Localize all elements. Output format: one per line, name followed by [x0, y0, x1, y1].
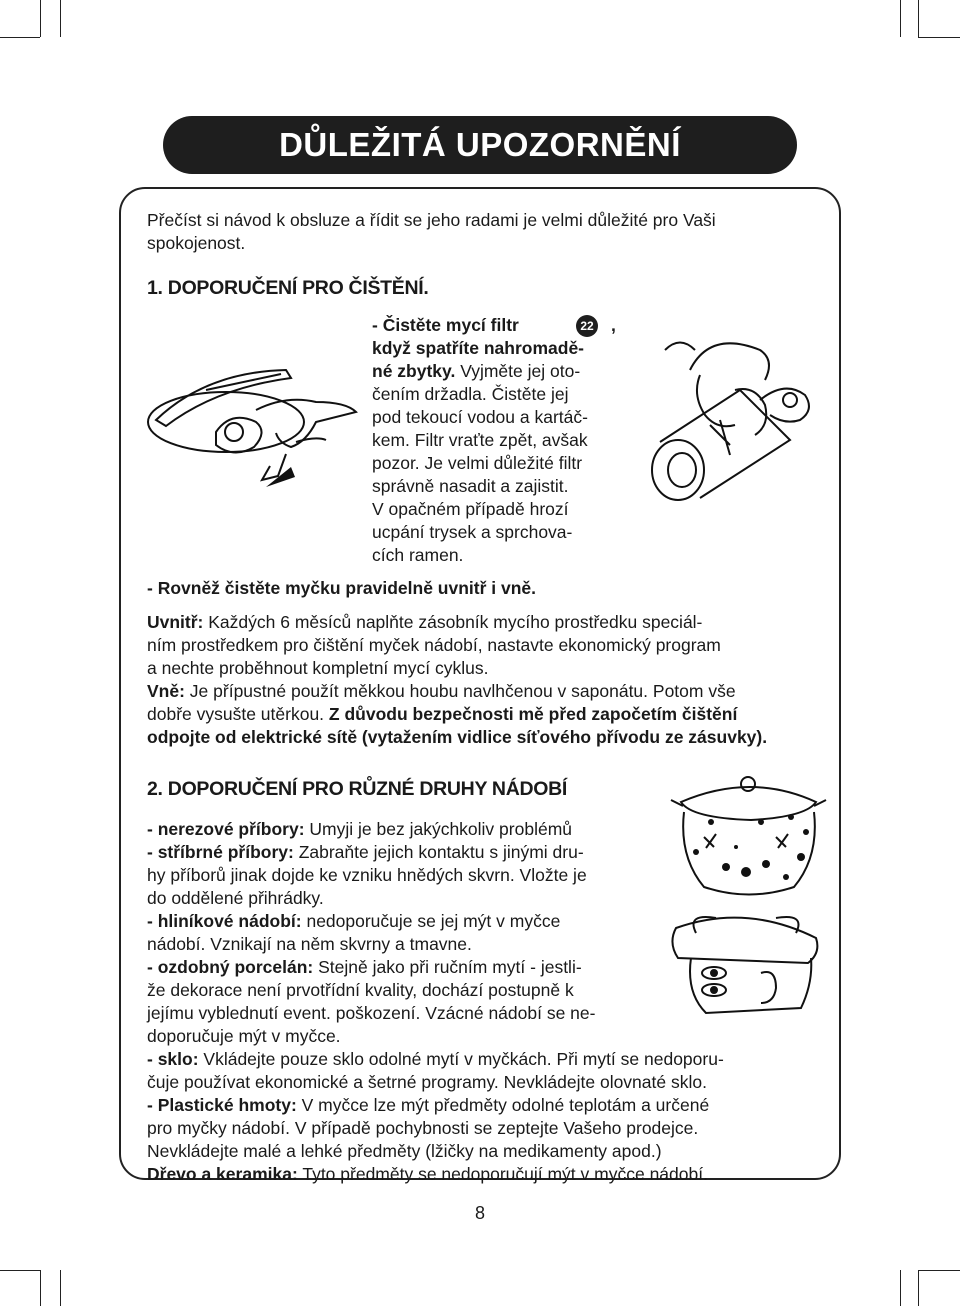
filter-instruction-comma: , — [611, 315, 616, 335]
outside-text: dobře vysušte utěrkou. — [147, 704, 329, 724]
stained-pot-illustration — [666, 772, 831, 902]
filter-instruction-line: V opačném případě hrozí — [372, 499, 569, 519]
outside-paragraph-line — [147, 680, 736, 703]
porcelain-text: Stejně jako při ručním mytí - jestli- — [313, 957, 582, 977]
wood-text: Tyto předměty se nedoporučují mýt v myčce nádobí. — [297, 1164, 708, 1184]
porcelain-label: - ozdobný porcelán: — [147, 957, 314, 977]
silver-text: Zabraňte jejich kontaktu s jinými dru- — [293, 842, 584, 862]
crop-mark — [40, 1270, 41, 1306]
glass-text: Vkládejte pouze sklo odolné mytí v myčkách. Při mytí se nedoporu- — [198, 1049, 724, 1069]
plastic-text: V myčce lze mýt předměty odolné teplotám a určené — [296, 1095, 710, 1115]
filter-instruction-line: když spatříte nahromadě- — [372, 338, 584, 358]
silver-cutlery-line: do oddělené přihrádky. — [147, 888, 324, 908]
filter-instruction-line: kem. Filtr vraťte zpět, avšak — [372, 430, 588, 450]
plastic-line — [147, 1094, 709, 1117]
filter-instruction-rest: Vyjměte jej oto- — [455, 361, 581, 381]
inside-label: Uvnitř: — [147, 612, 204, 632]
porcelain-line: že dekorace není prvotřídní kvality, dochází postupně k — [147, 980, 574, 1000]
safety-warning: Z důvodu bezpečnosti mě před započetím čištění — [328, 704, 738, 724]
outside-text: Je přípustné použít měkkou houbu navlhčenou v saponátu. Potom vše — [184, 681, 736, 701]
aluminium-text: nedoporučuje se jej mýt v myčce — [301, 911, 561, 931]
crop-mark — [60, 0, 61, 37]
inside-text: Každých 6 měsíců naplňte zásobník mycího prostředku speciál- — [203, 612, 703, 632]
crop-mark — [0, 1270, 40, 1271]
crop-mark — [918, 1270, 960, 1271]
plastic-label: - Plastické hmoty: — [147, 1095, 297, 1115]
crop-mark — [40, 0, 41, 37]
safety-warning: odpojte od elektrické sítě (vytažením vidlice síťového přívodu ze zásuvky). — [147, 727, 768, 747]
page-number: 8 — [474, 1203, 485, 1223]
crop-mark — [918, 1270, 919, 1306]
porcelain-line: doporučuje mýt v myčce. — [147, 1026, 341, 1046]
wood-label: Dřevo a keramika: — [147, 1164, 298, 1184]
glass-line: čuje používat ekonomické a šetrné programy. Nevkládejte olovnaté sklo. — [147, 1072, 707, 1092]
filter-instruction-bold: né zbytky. — [372, 361, 456, 381]
filter-cleaning-illustration — [146, 362, 361, 502]
filter-assembly-illustration — [640, 330, 815, 510]
porcelain-line: jejímu vyblednutí event. poškození. Vzácné nádobí se ne- — [147, 1003, 596, 1023]
stainless-label: - nerezové příbory: — [147, 819, 305, 839]
part-number-badge: 22 — [576, 315, 598, 337]
section-heading: 1. DOPORUČENÍ PRO ČIŠTĚNÍ. — [147, 277, 429, 299]
crop-mark — [900, 0, 901, 37]
section-heading: 2. DOPORUČENÍ PRO RŮZNÉ DRUHY NÁDOBÍ — [147, 778, 568, 800]
inside-paragraph-line: ním prostředkem pro čištění myček nádobí, nastavte ekonomický program — [147, 635, 721, 655]
filter-instruction-line — [372, 360, 580, 383]
filter-instruction-line: ucpání trysek a sprchova- — [372, 522, 573, 542]
crop-mark — [900, 1270, 901, 1306]
clean-regularly-note: - Rovněž čistěte myčku pravidelně uvnitř i vně. — [147, 578, 537, 598]
outside-paragraph-line — [147, 703, 737, 726]
filter-instruction-lead: - Čistěte mycí filtr — [372, 315, 519, 335]
wood-ceramic-line — [147, 1163, 708, 1186]
silver-cutlery-line — [147, 841, 584, 864]
silver-label: - stříbrné příbory: — [147, 842, 294, 862]
glass-label: - sklo: — [147, 1049, 199, 1069]
porcelain-line — [147, 956, 582, 979]
filter-instruction-line: pod tekoucí vodou a kartáč- — [372, 407, 588, 427]
intro-line: Přečíst si návod k obsluze a řídit se jeho radami je velmi důležité pro Vaši — [147, 210, 716, 230]
filter-instruction-line: čením držadla. Čistěte jej — [372, 384, 569, 404]
crop-mark — [60, 1270, 61, 1306]
glass-line — [147, 1048, 724, 1071]
crop-mark — [0, 37, 40, 38]
inside-paragraph-line: a nechte proběhnout kompletní mycí cyklus. — [147, 658, 489, 678]
filter-instruction-line: pozor. Je velmi důležité filtr — [372, 453, 583, 473]
outside-label: Vně: — [147, 681, 185, 701]
plastic-line: Nevkládejte malé a lehké předměty (lžičky na medikamenty apod.) — [147, 1141, 662, 1161]
silver-cutlery-line: hy příborů jinak dojde ke vzniku hnědých skvrn. Vložte je — [147, 865, 587, 885]
crop-mark — [918, 37, 960, 38]
faded-porcelain-illustration — [666, 898, 826, 1018]
stainless-text: Umyji je bez jakýchkoliv problémů — [304, 819, 573, 839]
inside-paragraph-line — [147, 611, 702, 634]
crop-mark — [918, 0, 919, 37]
aluminium-line: nádobí. Vznikají na něm skvrny a tmavne. — [147, 934, 472, 954]
filter-instruction-line: správně nasadit a zajistit. — [372, 476, 569, 496]
page-title: DŮLEŽITÁ UPOZORNĚNÍ — [163, 116, 797, 174]
plastic-line: pro myčky nádobí. V případě pochybnosti se zeptejte Vašeho prodejce. — [147, 1118, 699, 1138]
aluminium-label: - hliníkové nádobí: — [147, 911, 302, 931]
aluminium-line — [147, 910, 560, 933]
stainless-cutlery-line — [147, 818, 572, 841]
intro-line: spokojenost. — [147, 233, 246, 253]
filter-instruction-line: cích ramen. — [372, 545, 464, 565]
